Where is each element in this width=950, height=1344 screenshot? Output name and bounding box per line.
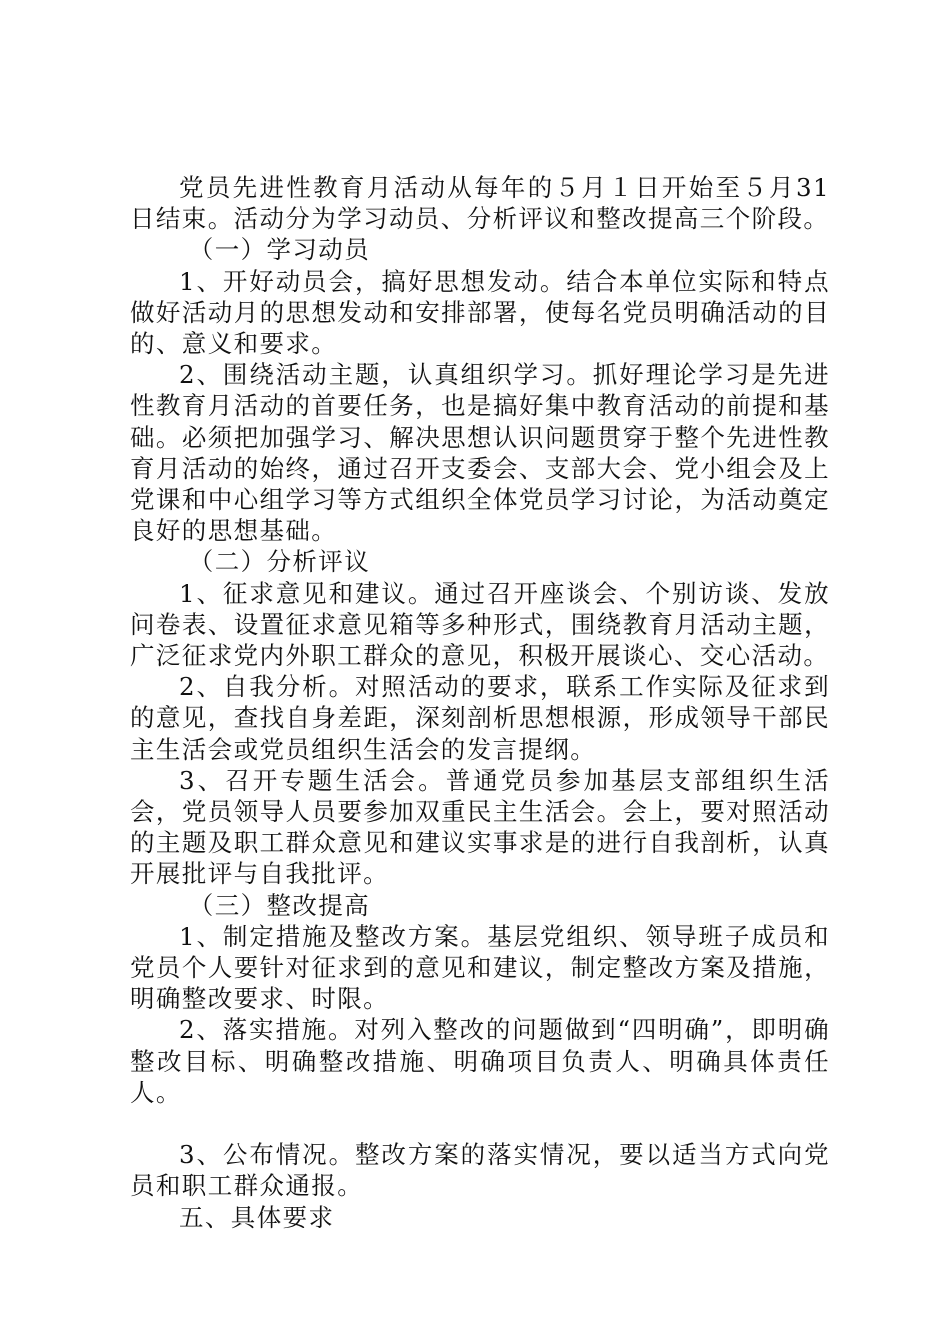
paragraph-rectify-3: 3、公布情况。整改方案的落实情况，要以适当方式向党员和职工群众通报。 (130, 1140, 830, 1201)
blank-line (130, 1108, 830, 1139)
paragraph-analysis-2: 2、自我分析。对照活动的要求，联系工作实际及征求到的意见，查找自身差距，深刻剖析思想根源，形成领导干部民主生活会或党员组织生活会的发言提纲。 (130, 672, 830, 764)
section-heading-analysis: （二）分析评议 (188, 547, 371, 577)
paragraph-intro: 党员先进性教育月活动从每年的５月１日开始至５月31日结束。活动分为学习动员、分析评议和整改提高三个阶段。 (130, 173, 830, 234)
paragraph-rectify-1: 1、制定措施及整改方案。基层党组织、领导班子成员和党员个人要针对征求到的意见和建议，制定整改方案及措施，明确整改要求、时限。 (130, 921, 830, 1014)
section-heading-requirements: 五、具体要求 (179, 1202, 335, 1232)
paragraph-rectify-2: 2、落实措施。对列入整改的问题做到“四明确”，即明确整改目标、明确整改措施、明确项目负责人、明确具体责任人。 (130, 1015, 830, 1107)
paragraph-study-2: 2、围绕活动主题，认真组织学习。抓好理论学习是先进性教育月活动的首要任务，也是搞好集中教育活动的前提和基础。必须把加强学习、解决思想认识问题贯穿于整个先进性教育月活动的始终，通过召开支委会、支部大会、党小组会及上党课和中心组学习等方式组织全体党员学习讨论，为活动奠定良好的思想基础。 (130, 360, 830, 546)
section-heading-study: （一）学习动员 (188, 235, 371, 265)
section-heading-rectify: （三）整改提高 (188, 890, 371, 920)
paragraph-analysis-1: 1、征求意见和建议。通过召开座谈会、个别访谈、发放问卷表、设置征求意见箱等多种形式，围绕教育月活动主题，广泛征求党内外职工群众的意见，积极开展谈心、交心活动。 (130, 578, 830, 671)
paragraph-analysis-3: 3、召开专题生活会。普通党员参加基层支部组织生活会，党员领导人员要参加双重民主生活会。会上，要对照活动的主题及职工群众意见和建议实事求是的进行自我剖析，认真开展批评与自我批评。 (130, 765, 830, 889)
paragraph-study-1: 1、开好动员会，搞好思想发动。结合本单位实际和特点做好活动月的思想发动和安排部署，使每名党员明确活动的目的、意义和要求。 (130, 266, 830, 359)
document-body (130, 172, 830, 1233)
